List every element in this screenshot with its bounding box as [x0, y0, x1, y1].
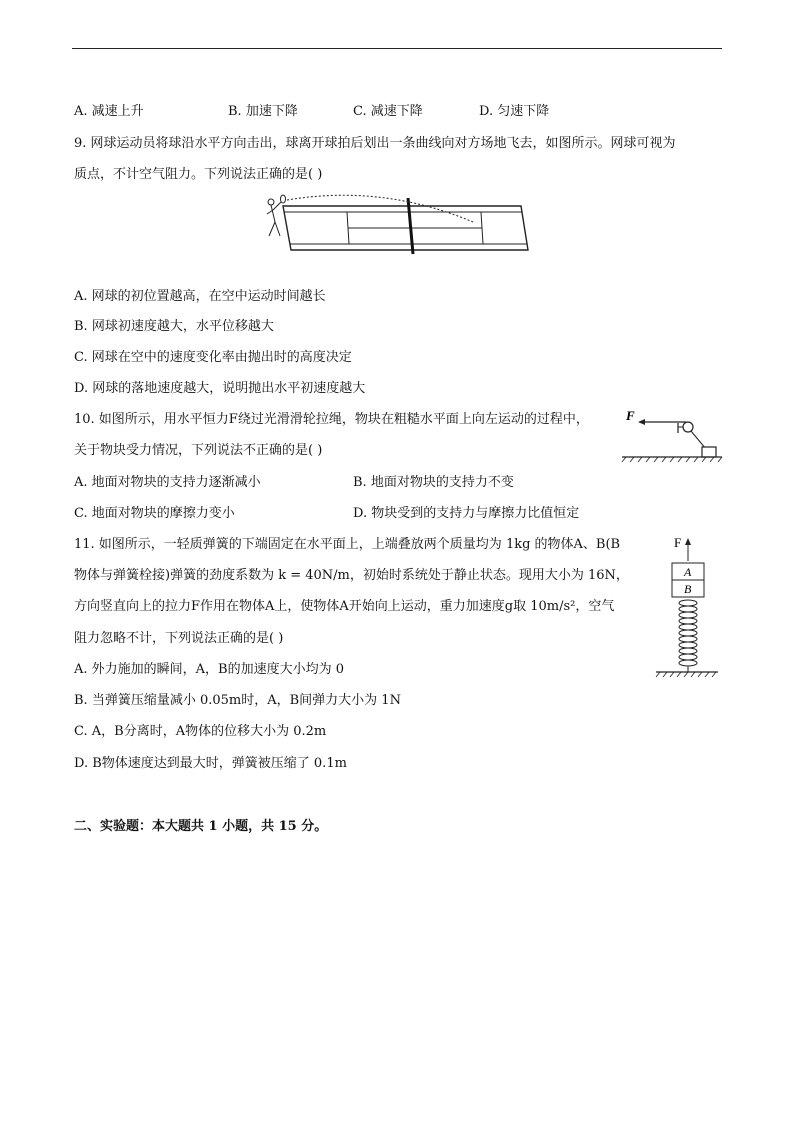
q10-force-label: F: [626, 408, 635, 423]
q11-block-b-label: B: [684, 582, 692, 596]
q10-option-b: B. 地面对物块的支持力不变: [353, 475, 514, 490]
q8-option-c: C. 减速下降: [353, 104, 423, 119]
q8-option-a: A. 减速上升: [74, 104, 144, 119]
q11-option-a: A. 外力施加的瞬间，A，B的加速度大小均为 0: [74, 662, 344, 677]
q11-stem-line4: 阻力忽略不计，下列说法正确的是( ): [74, 631, 284, 646]
q9-option-a: A. 网球的初位置越高，在空中运动时间越长: [74, 289, 326, 304]
q10-stem-line1: 10. 如图所示，用水平恒力F绕过光滑滑轮拉绳，物块在粗糙水平面上向左运动的过程中，: [74, 412, 589, 427]
q11-stem-line2: 物体与弹簧栓接)弹簧的劲度系数为 k = 40N/m，初始时系统处于静止状态。现用大小为 16N，: [74, 568, 629, 583]
q11-option-b: B. 当弹簧压缩量减小 0.05m时，A，B间弹力大小为 1N: [74, 693, 401, 708]
q11-force-label: F: [674, 535, 682, 550]
q9-stem-line1: 9. 网球运动员将球沿水平方向击出，球离开球拍后划出一条曲线向对方场地飞去，如图所示。网球可视为: [74, 136, 676, 151]
q8-option-b: B. 加速下降: [228, 104, 298, 119]
section2-heading: 二、实验题：本大题共 1 小题，共 15 分。: [74, 819, 328, 834]
q10-option-d: D. 物块受到的支持力与摩擦力比值恒定: [353, 506, 580, 521]
q9-option-d: D. 网球的落地速度越大，说明抛出水平初速度越大: [74, 381, 366, 396]
q11-option-c: C. A，B分离时，A物体的位移大小为 0.2m: [74, 724, 327, 739]
q10-option-c: C. 地面对物块的摩擦力变小: [74, 506, 235, 521]
q9-tennis-court-figure: [263, 192, 533, 258]
header-rule: [72, 48, 722, 49]
q11-option-d: D. B物体速度达到最大时，弹簧被压缩了 0.1m: [74, 756, 347, 771]
q11-stem-line1: 11. 如图所示，一轻质弹簧的下端固定在水平面上，上端叠放两个质量均为 1kg 的物体A、B(B: [74, 537, 621, 552]
q9-option-c: C. 网球在空中的速度变化率由抛出时的高度决定: [74, 350, 352, 365]
q9-stem-line2: 质点，不计空气阻力。下列说法正确的是( ): [74, 167, 323, 182]
q9-option-b: B. 网球初速度越大，水平位移越大: [74, 319, 274, 334]
q10-option-a: A. 地面对物块的支持力逐渐减小: [74, 475, 261, 490]
q10-pulley-figure: [620, 405, 724, 465]
q11-block-a-label: A: [684, 565, 692, 579]
q11-spring-blocks-figure: [652, 533, 722, 683]
q11-stem-line3: 方向竖直向上的拉力F作用在物体A上，使物体A开始向上运动，重力加速度g取 10m/s²，空气: [74, 599, 615, 614]
q8-option-d: D. 匀速下降: [479, 104, 550, 119]
q10-stem-line2: 关于物块受力情况，下列说法不正确的是( ): [74, 443, 323, 458]
